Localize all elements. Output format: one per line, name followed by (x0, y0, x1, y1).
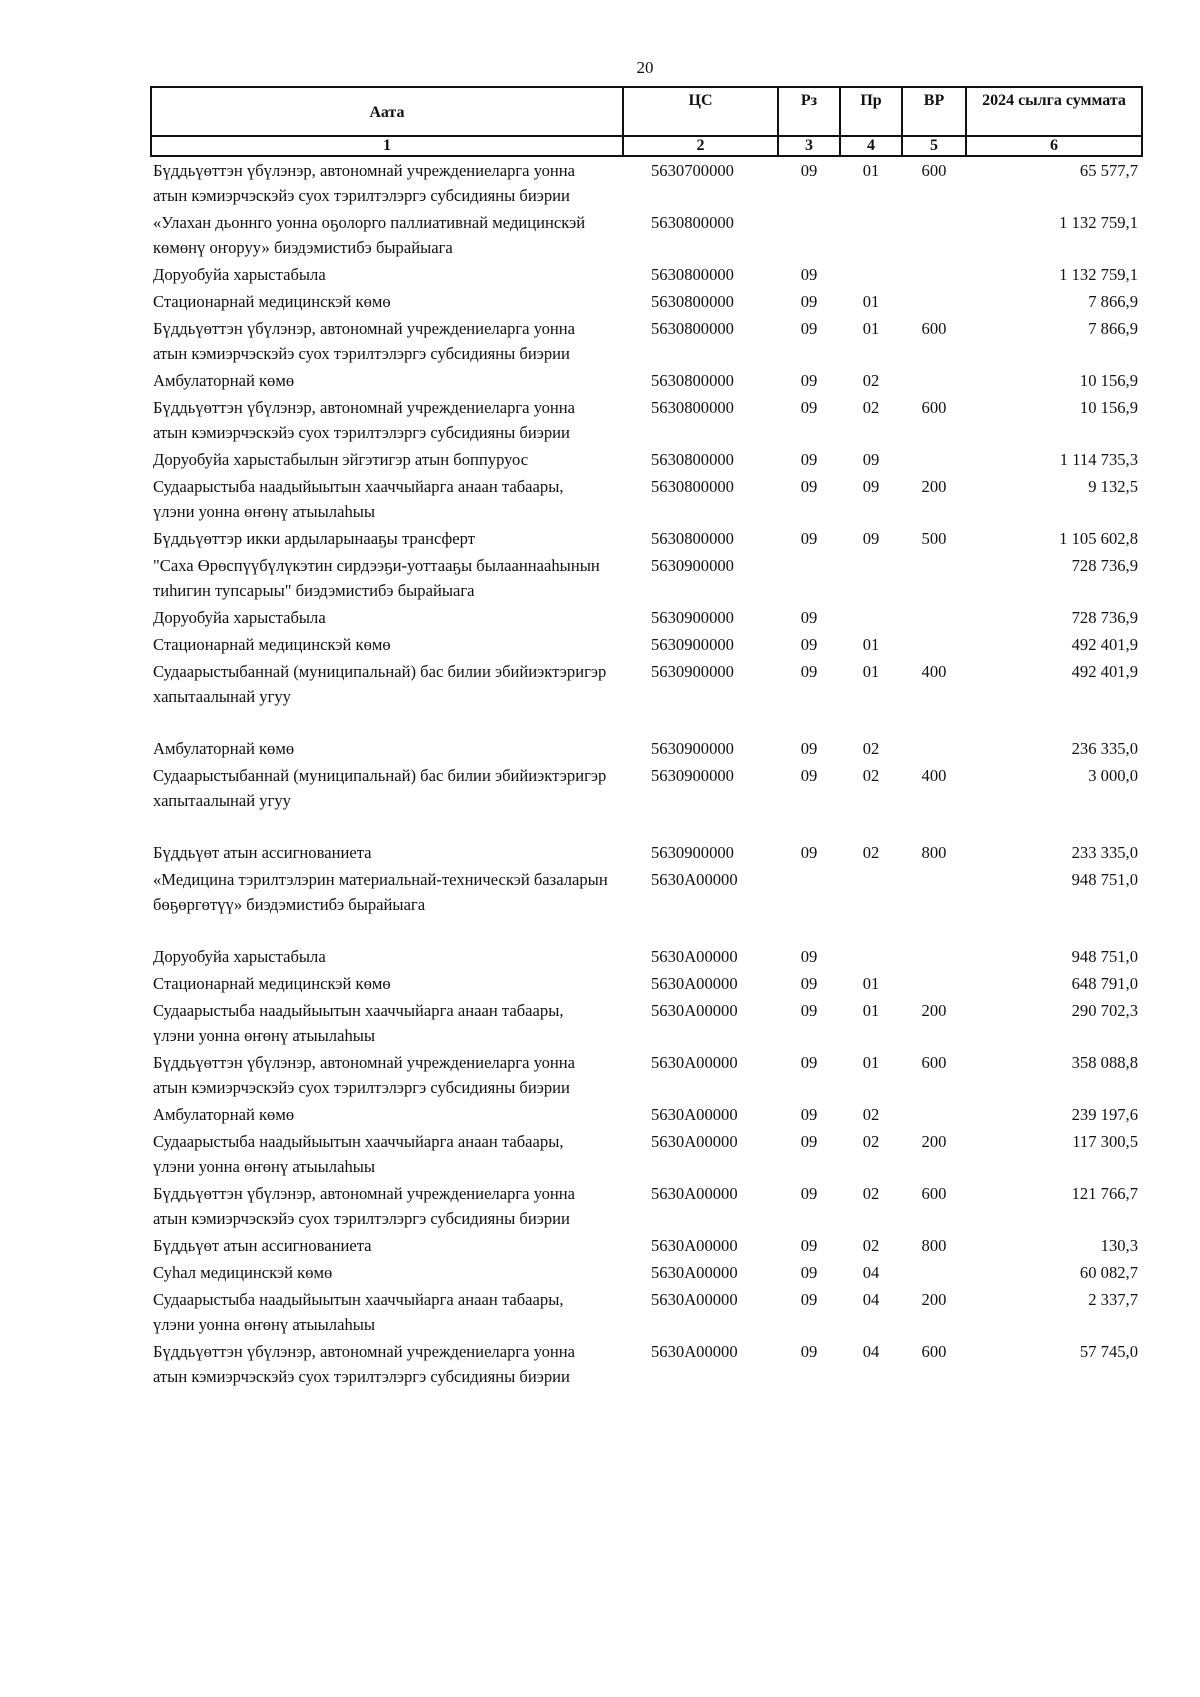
column-number: 5 (902, 136, 966, 156)
row-rz-cell: 09 (800, 1342, 818, 1361)
row-vr-cell (902, 604, 966, 631)
row-vr-cell (902, 367, 966, 394)
row-vr-cell: 600 (921, 398, 947, 417)
table-row (151, 394, 1142, 446)
row-pr-cell: 01 (862, 319, 880, 338)
table-row (151, 525, 1142, 552)
row-sum-cell: 236 335,0 (1071, 739, 1138, 758)
row-name-cell: Бүддьүөттэн үбүлэнэр, автономнай учреждениеларга уонна атын кэмиэрчэскэйэ суох тэрилтэлэргэ субсидияны биэрии (153, 398, 575, 442)
row-vr-cell (902, 552, 966, 604)
row-cs-cell: 5630800000 (651, 292, 734, 311)
table-row (151, 288, 1142, 315)
row-rz-cell: 09 (800, 398, 818, 417)
row-rz-cell: 09 (800, 319, 818, 338)
table-row (151, 473, 1142, 525)
row-sum-cell: 1 132 759,1 (1059, 265, 1138, 284)
table-row (151, 735, 1142, 762)
row-cs-cell: 5630А00000 (651, 974, 738, 993)
row-sum-cell: 1 114 735,3 (1059, 450, 1138, 469)
row-pr-cell: 04 (862, 1263, 880, 1282)
row-pr-cell: 02 (862, 371, 880, 390)
row-pr-cell: 09 (862, 477, 880, 496)
row-name-cell: Бүддьүөттэн үбүлэнэр, автономнай учреждениеларга уонна атын кэмиэрчэскэйэ суох тэрилтэлэргэ субсидияны биэрии (153, 1342, 575, 1386)
row-cs-cell: 5630800000 (651, 213, 734, 232)
row-name-cell: Бүддьүөттэн үбүлэнэр, автономнай учреждениеларга уонна атын кэмиэрчэскэйэ суох тэрилтэлэргэ субсидияны биэрии (153, 1184, 575, 1228)
table-header-row (151, 87, 1142, 136)
row-vr-cell: 600 (921, 1053, 947, 1072)
row-vr-cell: 600 (921, 319, 947, 338)
row-cs-cell: 5630800000 (651, 477, 734, 496)
row-vr-cell (902, 631, 966, 658)
row-pr-cell (840, 866, 902, 943)
row-cs-cell: 5630900000 (651, 635, 734, 654)
row-cs-cell: 5630900000 (651, 662, 734, 681)
row-pr-cell: 01 (862, 161, 880, 180)
row-vr-cell (902, 446, 966, 473)
row-sum-cell: 3 000,0 (1088, 766, 1138, 785)
column-number: 4 (840, 136, 902, 156)
row-vr-cell: 400 (921, 662, 947, 681)
row-name-cell: Суһал медицинскэй көмө (153, 1263, 333, 1282)
row-name-cell: Бүддьүөттэн үбүлэнэр, автономнай учреждениеларга уонна атын кэмиэрчэскэйэ суох тэрилтэлэргэ субсидияны биэрии (153, 1053, 575, 1097)
table-row (151, 658, 1142, 735)
row-pr-cell: 01 (862, 974, 880, 993)
row-cs-cell: 5630800000 (651, 371, 734, 390)
row-sum-cell: 7 866,9 (1088, 319, 1138, 338)
table-row (151, 839, 1142, 866)
row-sum-cell: 648 791,0 (1071, 974, 1138, 993)
row-name-cell: Стационарнай медицинскэй көмө (153, 974, 391, 993)
table-row (151, 1232, 1142, 1259)
row-sum-cell: 492 401,9 (1071, 662, 1138, 681)
row-name-cell: Доруобуйа харыстабыла (153, 608, 326, 627)
row-vr-cell: 600 (921, 1342, 947, 1361)
row-cs-cell: 5630900000 (651, 739, 734, 758)
table-row (151, 552, 1142, 604)
row-pr-cell (840, 552, 902, 604)
row-rz-cell: 09 (800, 161, 818, 180)
table-row (151, 604, 1142, 631)
row-name-cell: Судаарыстыба наадыйыытын хааччыйарга анаан табаары, үлэни уонна өҥөнү атыылаһыы (153, 477, 564, 521)
row-rz-cell: 09 (800, 1236, 818, 1255)
row-sum-cell: 239 197,6 (1071, 1105, 1138, 1124)
table-row (151, 970, 1142, 997)
row-rz-cell: 09 (800, 635, 818, 654)
row-rz-cell (778, 209, 840, 261)
row-cs-cell: 5630800000 (651, 319, 734, 338)
row-vr-cell: 200 (921, 477, 947, 496)
row-sum-cell: 10 156,9 (1079, 398, 1138, 417)
row-vr-cell (902, 943, 966, 970)
row-vr-cell: 600 (921, 161, 947, 180)
row-cs-cell: 5630800000 (651, 398, 734, 417)
table-row (151, 1259, 1142, 1286)
row-pr-cell: 09 (862, 450, 880, 469)
row-vr-cell (902, 970, 966, 997)
row-sum-cell: 117 300,5 (1072, 1132, 1138, 1151)
row-name-cell: Бүддьүөт атын ассигнованиета (153, 843, 372, 862)
row-name-cell: Судаарыстыба наадыйыытын хааччыйарга анаан табаары, үлэни уонна өҥөнү атыылаһыы (153, 1290, 564, 1334)
row-sum-cell: 57 745,0 (1079, 1342, 1138, 1361)
row-cs-cell: 5630А00000 (651, 1263, 738, 1282)
row-pr-cell: 02 (862, 398, 880, 417)
table-row (151, 1338, 1142, 1390)
column-number: 6 (966, 136, 1142, 156)
row-pr-cell: 02 (862, 1132, 880, 1151)
row-sum-cell: 2 337,7 (1088, 1290, 1138, 1309)
row-pr-cell: 01 (862, 635, 880, 654)
row-sum-cell: 358 088,8 (1071, 1053, 1138, 1072)
table-row (151, 1101, 1142, 1128)
row-name-cell: Бүддьүөттэн үбүлэнэр, автономнай учреждениеларга уонна атын кэмиэрчэскэйэ суох тэрилтэлэргэ субсидияны биэрии (153, 161, 575, 205)
row-sum-cell: 728 736,9 (1071, 556, 1138, 575)
table-row (151, 156, 1142, 209)
page-number: 20 (636, 58, 654, 77)
row-vr-cell (902, 1101, 966, 1128)
row-vr-cell (902, 735, 966, 762)
row-sum-cell: 948 751,0 (1071, 947, 1138, 966)
row-cs-cell: 5630А00000 (651, 870, 738, 889)
row-rz-cell: 09 (800, 608, 818, 627)
column-number: 3 (778, 136, 840, 156)
row-pr-cell: 04 (862, 1342, 880, 1361)
row-sum-cell: 10 156,9 (1079, 371, 1138, 390)
row-cs-cell: 5630А00000 (651, 1132, 738, 1151)
row-cs-cell: 5630А00000 (651, 1290, 738, 1309)
row-rz-cell: 09 (800, 766, 818, 785)
row-vr-cell: 800 (921, 843, 947, 862)
row-vr-cell: 200 (921, 1132, 947, 1151)
row-vr-cell: 200 (921, 1290, 947, 1309)
row-name-cell: Доруобуйа харыстабыла (153, 265, 326, 284)
row-pr-cell: 01 (862, 662, 880, 681)
row-pr-cell: 02 (862, 766, 880, 785)
row-vr-cell (902, 288, 966, 315)
table-row (151, 1180, 1142, 1232)
row-name-cell: Доруобуйа харыстабылын эйгэтигэр атын боппуруос (153, 450, 529, 469)
row-vr-cell: 400 (921, 766, 947, 785)
row-pr-cell: 01 (862, 292, 880, 311)
row-sum-cell: 492 401,9 (1071, 635, 1138, 654)
row-vr-cell: 800 (921, 1236, 947, 1255)
header-sum: 2024 сылга суммата (966, 87, 1142, 136)
table-row (151, 997, 1142, 1049)
row-cs-cell: 5630900000 (651, 608, 734, 627)
header-rz: Рз (778, 87, 840, 136)
budget-table (150, 86, 1143, 1390)
row-sum-cell: 130,3 (1100, 1236, 1138, 1255)
header-name: Аата (151, 87, 623, 136)
row-name-cell: Доруобуйа харыстабыла (153, 947, 326, 966)
table-row (151, 866, 1142, 943)
row-cs-cell: 5630А00000 (651, 1105, 738, 1124)
row-sum-cell: 948 751,0 (1071, 870, 1138, 889)
row-name-cell: Бүддьүөттэр икки ардыларынааҕы трансферт (153, 529, 475, 548)
row-sum-cell: 233 335,0 (1071, 843, 1138, 862)
row-rz-cell: 09 (800, 1132, 818, 1151)
column-number-row (151, 136, 1142, 156)
column-number: 2 (623, 136, 778, 156)
row-name-cell: Судаарыстыба наадыйыытын хааччыйарга анаан табаары, үлэни уонна өҥөнү атыылаһыы (153, 1001, 564, 1045)
table-row (151, 762, 1142, 839)
row-name-cell: «Медицина тэрилтэлэрин материальнай-техническэй базаларын бөҕөргөтүү» биэдэмистибэ бырайыага (153, 870, 608, 914)
row-rz-cell: 09 (800, 1105, 818, 1124)
table-row (151, 631, 1142, 658)
column-number: 1 (151, 136, 623, 156)
row-cs-cell: 5630900000 (651, 843, 734, 862)
row-name-cell: Судаарыстыбаннай (муниципальнай) бас билии эбийиэктэригэр хапытаалынай угуу (153, 662, 607, 706)
row-rz-cell: 09 (800, 974, 818, 993)
row-rz-cell: 09 (800, 1184, 818, 1203)
row-pr-cell: 02 (862, 1236, 880, 1255)
row-sum-cell: 60 082,7 (1079, 1263, 1138, 1282)
row-rz-cell: 09 (800, 265, 818, 284)
row-rz-cell: 09 (800, 529, 818, 548)
row-cs-cell: 5630А00000 (651, 1053, 738, 1072)
row-pr-cell: 02 (862, 739, 880, 758)
row-rz-cell: 09 (800, 739, 818, 758)
table-row (151, 261, 1142, 288)
row-rz-cell: 09 (800, 843, 818, 862)
row-rz-cell: 09 (800, 1290, 818, 1309)
row-vr-cell (902, 209, 966, 261)
row-cs-cell: 5630А00000 (651, 1184, 738, 1203)
row-pr-cell: 09 (862, 529, 880, 548)
table-body (151, 156, 1142, 1390)
row-cs-cell: 5630А00000 (651, 947, 738, 966)
header-cs: ЦС (623, 87, 778, 136)
row-pr-cell: 04 (862, 1290, 880, 1309)
row-name-cell: Бүддьүөттэн үбүлэнэр, автономнай учреждениеларга уонна атын кэмиэрчэскэйэ суох тэрилтэлэргэ субсидияны биэрии (153, 319, 575, 363)
row-sum-cell: 121 766,7 (1071, 1184, 1138, 1203)
row-name-cell: Судаарыстыбаннай (муниципальнай) бас билии эбийиэктэригэр хапытаалынай угуу (153, 766, 607, 810)
header-pr: Пр (840, 87, 902, 136)
row-cs-cell: 5630800000 (651, 529, 734, 548)
row-name-cell: Амбулаторнай көмө (153, 739, 295, 758)
row-cs-cell: 5630800000 (651, 450, 734, 469)
row-pr-cell: 01 (862, 1053, 880, 1072)
row-sum-cell: 728 736,9 (1071, 608, 1138, 627)
row-vr-cell: 500 (921, 529, 947, 548)
table-row (151, 209, 1142, 261)
row-pr-cell: 02 (862, 1184, 880, 1203)
row-rz-cell (778, 866, 840, 943)
row-vr-cell (902, 866, 966, 943)
table-row (151, 367, 1142, 394)
row-name-cell: Амбулаторнай көмө (153, 1105, 295, 1124)
table-row (151, 446, 1142, 473)
row-vr-cell: 600 (921, 1184, 947, 1203)
row-rz-cell: 09 (800, 947, 818, 966)
row-pr-cell: 02 (862, 1105, 880, 1124)
row-rz-cell: 09 (800, 1001, 818, 1020)
row-sum-cell: 1 105 602,8 (1059, 529, 1138, 548)
table-row (151, 315, 1142, 367)
row-sum-cell: 65 577,7 (1079, 161, 1138, 180)
row-name-cell: Амбулаторнай көмө (153, 371, 295, 390)
row-name-cell: Бүддьүөт атын ассигнованиета (153, 1236, 372, 1255)
row-cs-cell: 5630А00000 (651, 1001, 738, 1020)
row-pr-cell (840, 604, 902, 631)
row-vr-cell (902, 1259, 966, 1286)
row-rz-cell: 09 (800, 450, 818, 469)
row-name-cell: Стационарнай медицинскэй көмө (153, 635, 391, 654)
table-row (151, 1049, 1142, 1101)
row-vr-cell (902, 261, 966, 288)
row-pr-cell (840, 261, 902, 288)
row-pr-cell: 02 (862, 843, 880, 862)
row-name-cell: Стационарнай медицинскэй көмө (153, 292, 391, 311)
row-name-cell: Судаарыстыба наадыйыытын хааччыйарга анаан табаары, үлэни уонна өҥөнү атыылаһыы (153, 1132, 564, 1176)
row-cs-cell: 5630700000 (651, 161, 734, 180)
row-cs-cell: 5630А00000 (651, 1342, 738, 1361)
row-sum-cell: 7 866,9 (1088, 292, 1138, 311)
row-rz-cell: 09 (800, 477, 818, 496)
row-rz-cell: 09 (800, 1263, 818, 1282)
row-rz-cell: 09 (800, 662, 818, 681)
row-sum-cell: 9 132,5 (1088, 477, 1138, 496)
row-rz-cell: 09 (800, 1053, 818, 1072)
row-rz-cell (778, 552, 840, 604)
row-cs-cell: 5630А00000 (651, 1236, 738, 1255)
table-row (151, 1286, 1142, 1338)
table-row (151, 1128, 1142, 1180)
row-name-cell: «Улахан дьоннго уонна оҕолорго паллиативнай медицинскэй көмөнү оҥоруу» биэдэмистибэ бырайыага (153, 213, 586, 257)
row-pr-cell (840, 209, 902, 261)
row-cs-cell: 5630800000 (651, 265, 734, 284)
table-row (151, 943, 1142, 970)
row-sum-cell: 290 702,3 (1071, 1001, 1138, 1020)
row-rz-cell: 09 (800, 371, 818, 390)
row-cs-cell: 5630900000 (651, 766, 734, 785)
row-cs-cell: 5630900000 (651, 556, 734, 575)
header-vr: ВР (902, 87, 966, 136)
row-sum-cell: 1 132 759,1 (1059, 213, 1138, 232)
row-pr-cell: 01 (862, 1001, 880, 1020)
row-vr-cell: 200 (921, 1001, 947, 1020)
row-rz-cell: 09 (800, 292, 818, 311)
row-pr-cell (840, 943, 902, 970)
row-name-cell: "Саха Өрөспүүбүлүкэтин сирдээҕи-уоттааҕы былааннааһынын тиһигин тупсарыы" биэдэмистибэ бырайыага (153, 556, 600, 600)
